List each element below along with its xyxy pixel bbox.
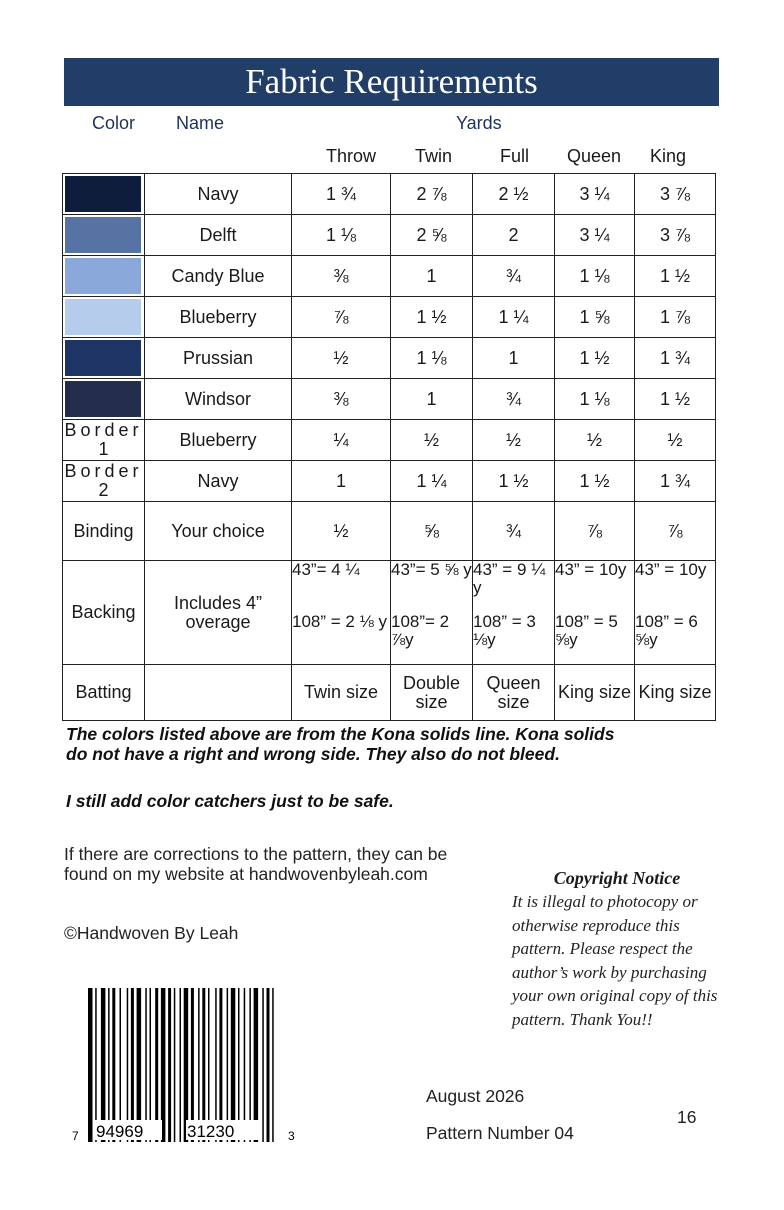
backing-43-width: 43” = 10y <box>635 560 707 579</box>
barcode-bar <box>88 988 93 1142</box>
yardage-cell: 3 ⅞ <box>635 215 716 256</box>
yardage-cell: ¾ <box>473 256 555 297</box>
barcode-bar <box>249 988 251 1142</box>
pattern-number: Pattern Number 04 <box>426 1123 574 1143</box>
table-row <box>63 256 716 297</box>
table-row-backing <box>63 561 716 665</box>
fabric-name: Windsor <box>145 379 292 420</box>
barcode-bar <box>180 988 182 1142</box>
backing-43-width: 43” = 9 ¼ y <box>473 560 546 597</box>
table-row <box>63 215 716 256</box>
yardage-cell: ½ <box>635 420 716 461</box>
table-row-batting <box>63 665 716 721</box>
color-swatch <box>65 176 141 212</box>
barcode-bar <box>267 988 270 1142</box>
barcode-bar <box>219 988 222 1142</box>
yardage-cell: 1 ½ <box>635 379 716 420</box>
yardage-cell: 1 ⅞ <box>635 297 716 338</box>
fabric-name <box>145 665 292 721</box>
barcode-bar <box>215 988 217 1142</box>
pattern-date: August 2026 <box>426 1086 525 1106</box>
backing-cell <box>635 561 716 665</box>
yardage-cell: ⅞ <box>555 502 635 561</box>
yardage-cell: 1 ⅛ <box>555 379 635 420</box>
yardage-cell: 1 ¾ <box>635 461 716 502</box>
barcode-bar <box>231 988 236 1142</box>
row-label <box>63 461 145 502</box>
backing-cell <box>473 561 555 665</box>
barcode-bar <box>101 988 106 1142</box>
table-row <box>63 297 716 338</box>
yardage-cell: 2 ½ <box>473 174 555 215</box>
batting-cell: Queen size <box>473 665 555 721</box>
color-swatch-cell <box>63 215 145 256</box>
yardage-cell: 1 ⅛ <box>555 256 635 297</box>
color-swatch-cell <box>63 297 145 338</box>
barcode-bar <box>184 988 189 1142</box>
table-row <box>63 502 716 561</box>
barcode-bar <box>174 988 176 1142</box>
barcode-bar <box>254 988 259 1142</box>
yardage-cell: 1 ¾ <box>635 338 716 379</box>
barcode-bar <box>95 988 97 1142</box>
barcode-bar <box>227 988 229 1142</box>
row-label-text: Border <box>64 461 143 481</box>
yardage-cell: ⅞ <box>292 297 391 338</box>
yardage-cell: ⅜ <box>292 256 391 297</box>
fabric-name: Your choice <box>145 502 292 561</box>
yardage-cell: ¾ <box>473 379 555 420</box>
yardage-cell: ½ <box>292 502 391 561</box>
barcode-bar <box>272 988 274 1142</box>
yardage-cell: 1 <box>391 256 473 297</box>
backing-cell <box>292 561 391 665</box>
corrections-line-1: If there are corrections to the pattern, they can be <box>64 844 448 864</box>
header-size-queen: Queen <box>567 146 622 166</box>
yardage-cell: 1 ½ <box>473 461 555 502</box>
barcode-bar <box>198 988 200 1142</box>
color-swatch-cell <box>63 379 145 420</box>
row-label <box>63 420 145 461</box>
color-swatch <box>65 217 141 253</box>
table-row <box>63 461 716 502</box>
fabric-name: Blueberry <box>145 420 292 461</box>
barcode-group-2: 31230 <box>187 1122 235 1141</box>
fabric-name: Blueberry <box>145 297 292 338</box>
row-label: Batting <box>63 665 145 721</box>
yardage-cell: ¼ <box>292 420 391 461</box>
copyright-title: Copyright Notice <box>553 868 681 888</box>
corrections-line-2: found on my website at handwovenbyleah.com <box>64 864 428 884</box>
barcode-bar <box>150 988 152 1142</box>
barcode-bar <box>161 988 166 1142</box>
backing-108-width: 108” = 5 ⅝y <box>555 612 618 649</box>
yardage-cell: ½ <box>292 338 391 379</box>
barcode-bar <box>137 988 142 1142</box>
barcode-bar <box>191 988 194 1142</box>
row-label: Binding <box>63 502 145 561</box>
header-name: Name <box>176 113 225 133</box>
yardage-cell: 1 ⅛ <box>391 338 473 379</box>
barcode-bar <box>127 988 129 1142</box>
batting-cell: King size <box>555 665 635 721</box>
yardage-cell: ¾ <box>473 502 555 561</box>
yardage-cell: ⅜ <box>292 379 391 420</box>
barcode-group-1: 94969 <box>96 1122 144 1141</box>
header-size-king: King <box>650 146 687 166</box>
yardage-cell: ½ <box>473 420 555 461</box>
kona-note-line-1: The colors listed above are from the Kona solids line. Kona solids <box>66 724 615 744</box>
kona-note-line-2: do not have a right and wrong side. They also do not bleed. <box>66 744 560 764</box>
fabric-name: Navy <box>145 174 292 215</box>
yardage-cell: 3 ¼ <box>555 174 635 215</box>
barcode-bar <box>120 988 122 1142</box>
table-row <box>63 420 716 461</box>
header-color: Color <box>92 113 136 133</box>
batting-cell: King size <box>635 665 716 721</box>
header-yards: Yards <box>456 113 502 133</box>
barcode-bar <box>244 988 246 1142</box>
fabric-name: Includes 4” overage <box>145 561 292 665</box>
backing-cell <box>391 561 473 665</box>
row-label-number: 1 <box>98 439 109 459</box>
yardage-cell: ⅞ <box>635 502 716 561</box>
barcode-left-digit: 7 <box>72 1129 79 1143</box>
fabric-name: Delft <box>145 215 292 256</box>
barcode-bars <box>88 988 274 1142</box>
barcode-bar <box>131 988 134 1142</box>
page-number: 16 <box>677 1107 697 1127</box>
yardage-cell: 1 ¼ <box>391 461 473 502</box>
backing-43-width: 43”= 4 ¼ <box>292 560 360 579</box>
yardage-cell: 2 ⅝ <box>391 215 473 256</box>
yardage-cell: 3 ⅞ <box>635 174 716 215</box>
row-label-number: 2 <box>98 480 109 500</box>
color-catchers-note: I still add color catchers just to be safe. <box>66 791 394 811</box>
batting-cell: Double size <box>391 665 473 721</box>
yardage-cell: 1 ⅝ <box>555 297 635 338</box>
table-row <box>63 174 716 215</box>
barcode-bar <box>238 988 240 1142</box>
backing-108-width: 108”= 2 ⅞y <box>391 612 450 649</box>
yardage-cell: 2 <box>473 215 555 256</box>
header-size-full: Full <box>500 146 530 166</box>
color-swatch <box>65 258 141 294</box>
barcode-bar <box>202 988 205 1142</box>
yardage-cell: 1 ¾ <box>292 174 391 215</box>
barcode-bar <box>208 988 210 1142</box>
color-swatch-cell <box>63 338 145 379</box>
header-size-throw: Throw <box>326 146 377 166</box>
row-label: Backing <box>63 561 145 665</box>
backing-cell <box>555 561 635 665</box>
color-swatch-cell <box>63 174 145 215</box>
yardage-cell: 2 ⅞ <box>391 174 473 215</box>
yardage-cell: 1 <box>292 461 391 502</box>
row-label-text: Border <box>64 420 143 440</box>
yardage-cell: ½ <box>555 420 635 461</box>
yardage-cell: ⅝ <box>391 502 473 561</box>
barcode-bar <box>108 988 110 1142</box>
yardage-cell: 1 ⅛ <box>292 215 391 256</box>
barcode-right-digit: 3 <box>288 1129 295 1143</box>
color-swatch <box>65 381 141 417</box>
fabric-name: Navy <box>145 461 292 502</box>
barcode-bar <box>112 988 115 1142</box>
color-swatch-cell <box>63 256 145 297</box>
backing-108-width: 108” = 2 ⅛ y <box>292 612 387 631</box>
yardage-cell: ½ <box>391 420 473 461</box>
yardage-cell: 1 ¼ <box>473 297 555 338</box>
color-swatch <box>65 299 141 335</box>
yardage-cell: 1 ½ <box>555 338 635 379</box>
yardage-cell: 3 ¼ <box>555 215 635 256</box>
yardage-cell: 1 <box>391 379 473 420</box>
yardage-cell: 1 ½ <box>391 297 473 338</box>
yardage-cell: 1 ½ <box>555 461 635 502</box>
barcode-bar <box>262 988 264 1142</box>
fabric-name: Prussian <box>145 338 292 379</box>
fabric-requirements-table <box>62 173 716 721</box>
copyright-body: It is illegal to photocopy or otherwise reproduce this pattern. Please respect the author’s work by purchasing your own original copy of this pattern. Thank You!! <box>512 892 718 1029</box>
yardage-cell: 1 <box>473 338 555 379</box>
barcode-bar <box>155 988 158 1142</box>
yardage-cell: 1 ½ <box>635 256 716 297</box>
table-row <box>63 338 716 379</box>
backing-108-width: 108” = 6 ⅝y <box>635 612 698 649</box>
barcode <box>66 988 296 1148</box>
backing-43-width: 43”= 5 ⅝ y <box>391 560 472 579</box>
backing-108-width: 108” = 3 ⅛y <box>473 612 536 649</box>
barcode-bar <box>145 988 147 1142</box>
brand-credit: ©Handwoven By Leah <box>64 923 239 943</box>
color-swatch <box>65 340 141 376</box>
backing-43-width: 43” = 10y <box>555 560 627 579</box>
barcode-bar <box>168 988 171 1142</box>
header-size-twin: Twin <box>415 146 453 166</box>
table-row <box>63 379 716 420</box>
batting-cell: Twin size <box>292 665 391 721</box>
fabric-name: Candy Blue <box>145 256 292 297</box>
page-title: Fabric Requirements <box>64 58 719 106</box>
